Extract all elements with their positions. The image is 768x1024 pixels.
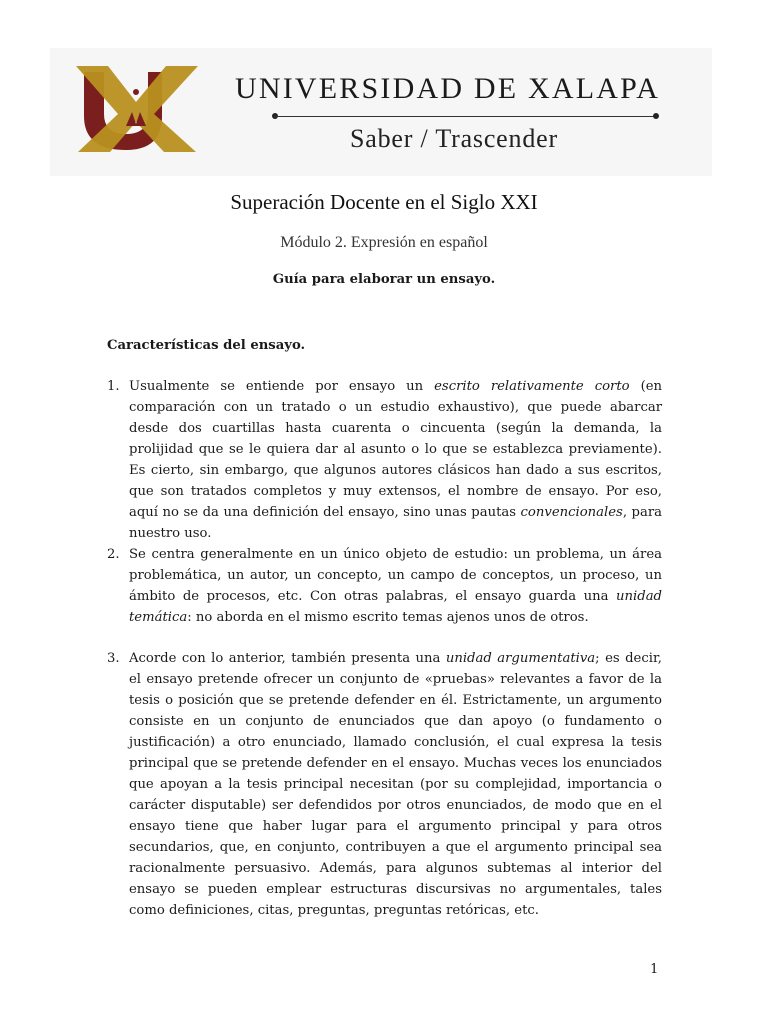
- list-item: [107, 648, 662, 921]
- guide-title: Guía para elaborar un ensayo.: [272, 272, 496, 287]
- university-name: UNIVERSIDAD DE XALAPA: [235, 72, 661, 105]
- list-item-number: 1.: [107, 379, 120, 394]
- page-number: 1: [650, 962, 659, 977]
- list-item: [107, 544, 662, 628]
- universidad-de-xalapa-logo-icon: [70, 62, 202, 154]
- document-title: Superación Docente en el Siglo XXI: [230, 190, 538, 214]
- list-item-number: 3.: [107, 651, 120, 666]
- rule-right-dot: [653, 113, 659, 119]
- university-motto: Saber / Trascender: [350, 124, 558, 153]
- header-rule: [274, 116, 658, 117]
- list-item-number: 2.: [107, 547, 120, 562]
- list-item-text: Acorde con lo anterior, también presenta una unidad argumentativa; es decir, el ensayo pretende ofrecer un conjunto de «pruebas» relevantes a favor de la tesis o posición que se pretende defender en él. Estrictamente, un argumento consiste en un conjunto de enunciados que dan apoyo (o fundamento o justificación) a otro enunciado, llamado conclusión, el cual expresa la tesis principal que se pretende defender en el ensayo. Muchas veces los enunciados que apoyan a la tesis principal necesitan (por su complejidad, importancia o carácter disputable) ser defendidos por otros enunciados, de modo que en el ensayo tiene que haber lugar para el argumento principal y para otros secundarios, que, en conjunto, contribuyen a que el argumento principal sea racionalmente persuasivo. Además, para algunos subtemas al interior del ensayo se pueden emplear estructuras discursivas no argumentales, tales como definiciones, citas, preguntas, preguntas retóricas, etc.: [129, 651, 662, 918]
- module-subtitle: Módulo 2. Expresión en español: [280, 234, 488, 251]
- list-item-text: Se centra generalmente en un único objeto de estudio: un problema, un área problemática, un autor, un concepto, un campo de conceptos, un proceso, un ámbito de procesos, etc. Con otras palabras, el ensayo guarda una unidad temática: no aborda en el mismo escrito temas ajenos unos de otros.: [129, 547, 662, 625]
- section-heading: Características del ensayo.: [107, 338, 306, 353]
- list-item: [107, 376, 662, 544]
- list-item-text: Usualmente se entiende por ensayo un escrito relativamente corto (en comparación con un tratado o un estudio exhaustivo), que puede abarcar desde dos cuartillas hasta cuarenta o cincuenta (según la demanda, la prolijidad que se le quiera dar al asunto o lo que se establezca previamente). Es cierto, sin embargo, que algunos autores clásicos han dado a sus escritos, que son tratados completos y muy extensos, el nombre de ensayo. Por eso, aquí no se da una definición del ensayo, sino unas pautas convencionales, para nuestro uso.: [129, 379, 663, 541]
